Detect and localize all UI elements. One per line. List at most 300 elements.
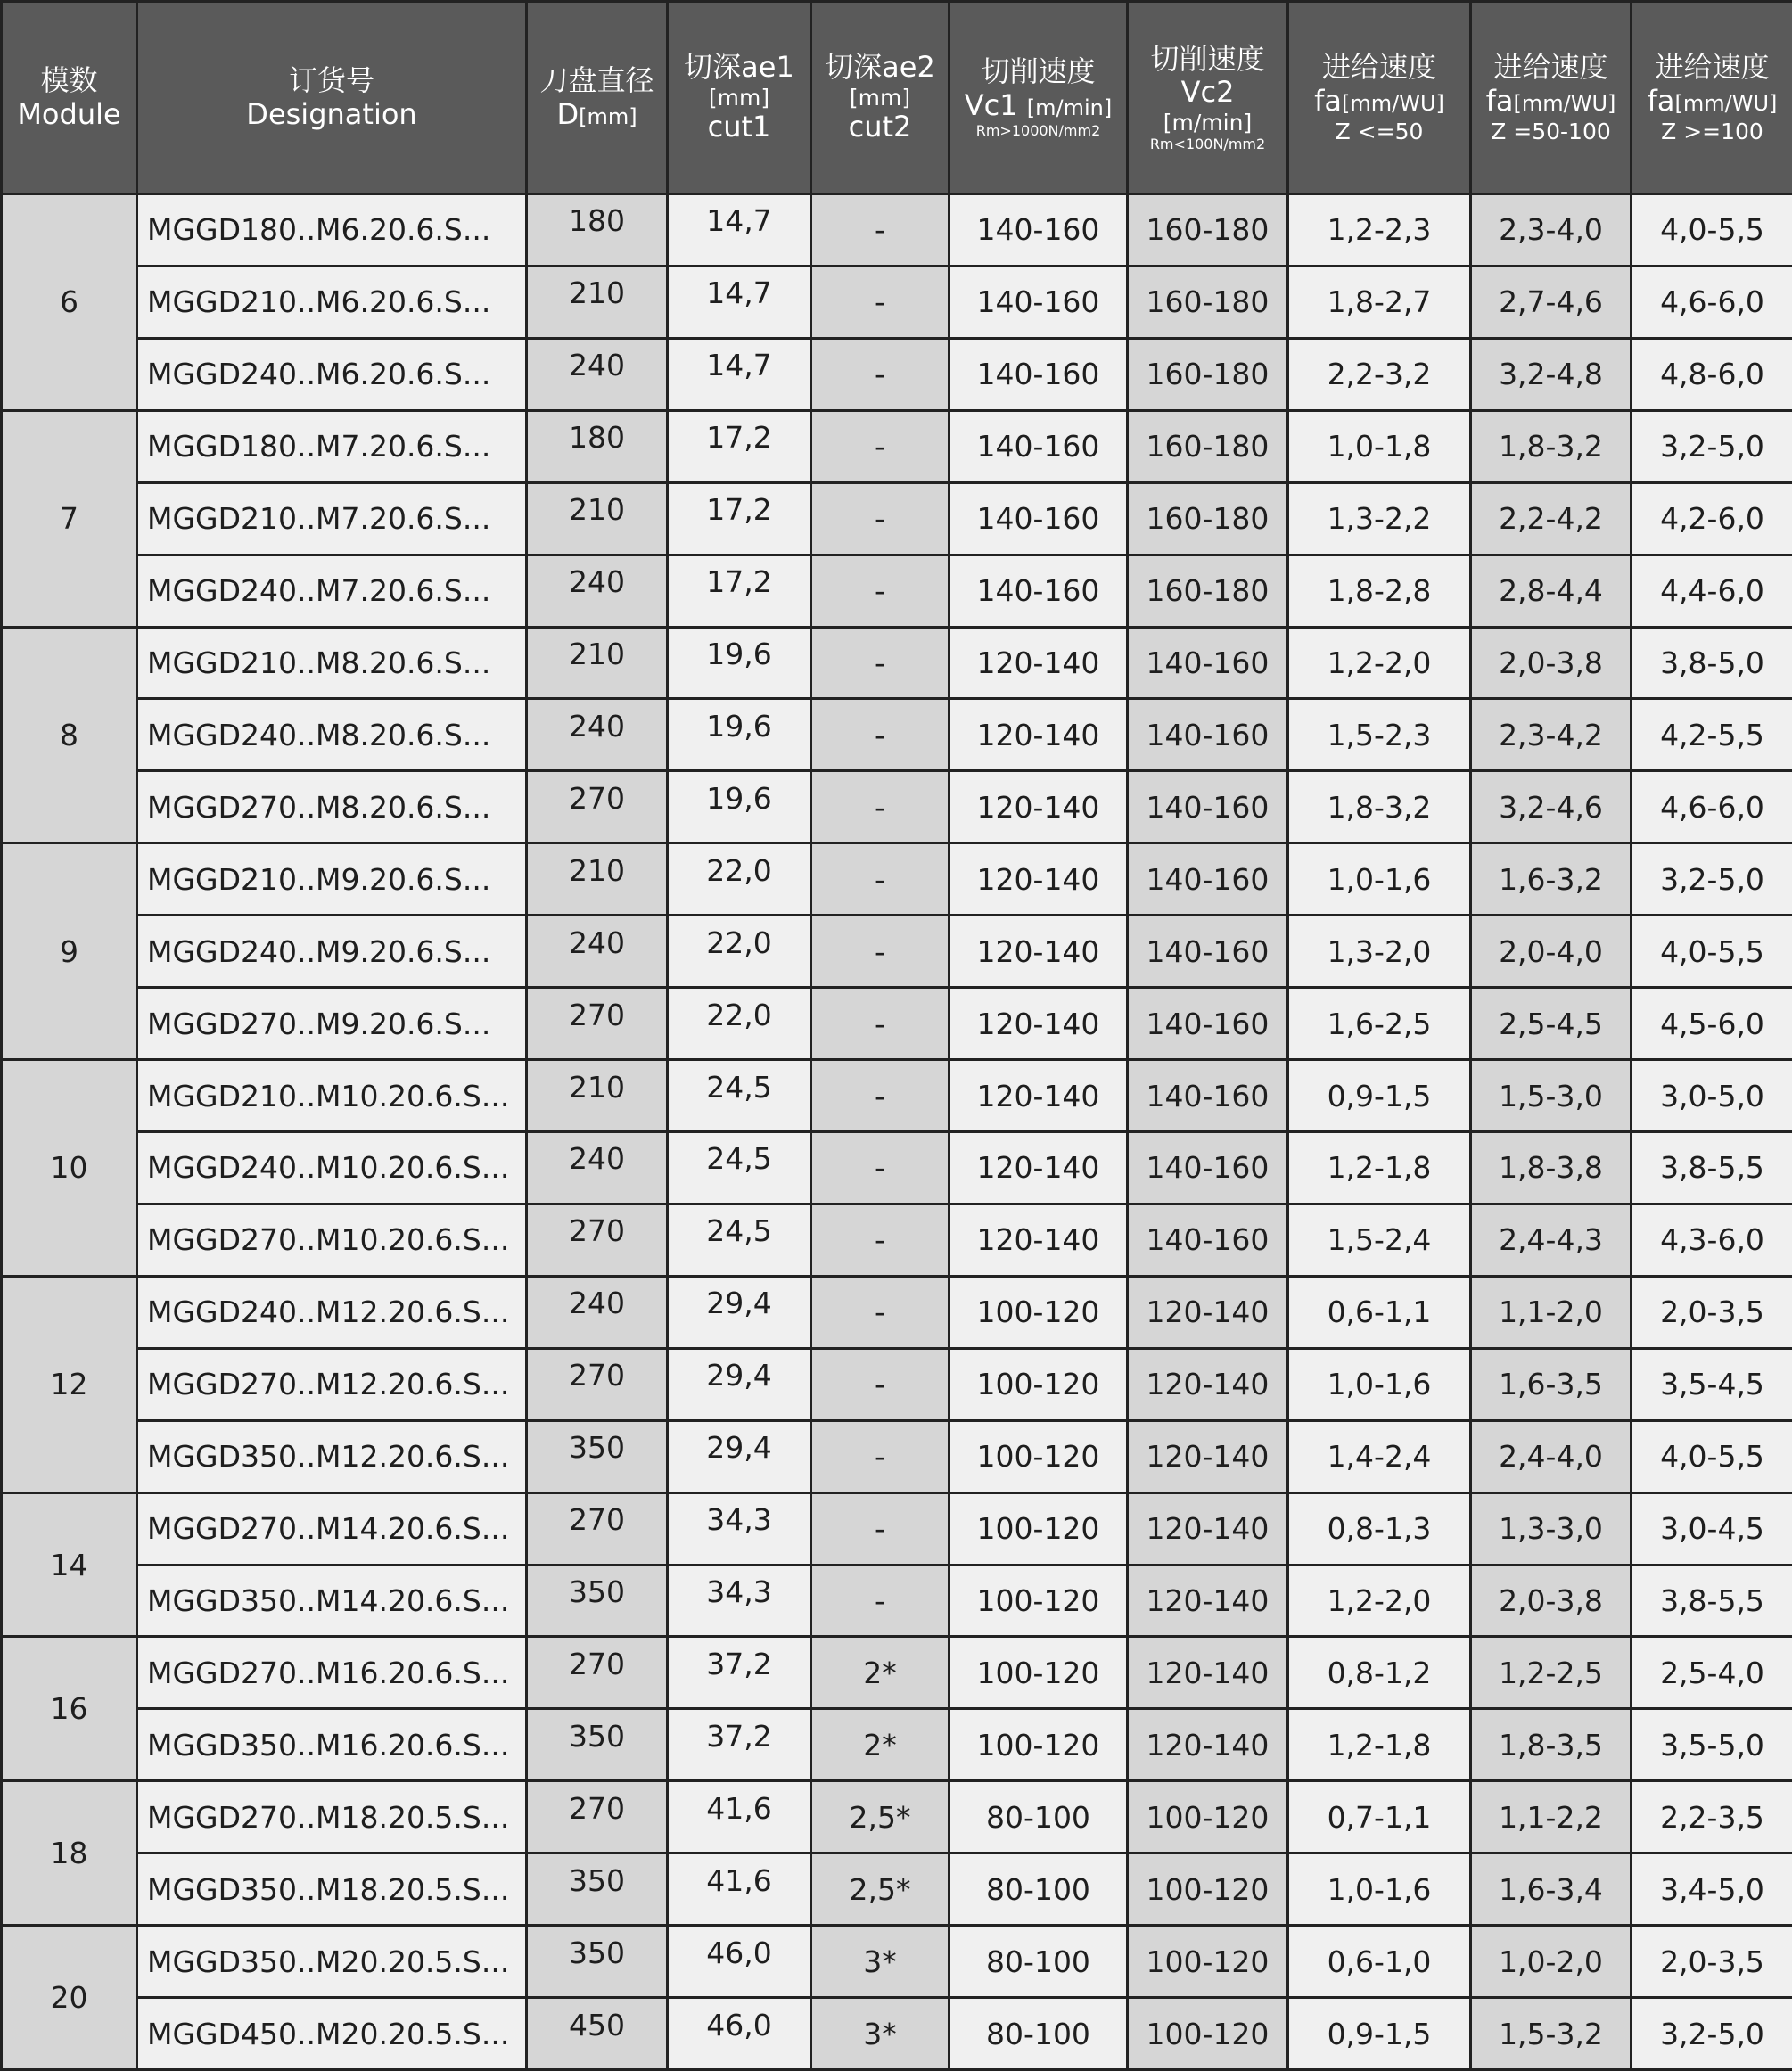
vc2-cell [1128, 843, 1288, 916]
designation-cell-value: MGGD270..M14.20.6.S... [147, 1511, 510, 1547]
designation-cell [137, 1853, 527, 1926]
fa3-cell-value: 4,0-5,5 [1660, 933, 1764, 969]
fa2-cell [1471, 627, 1632, 699]
designation-cell-value: MGGD240..M10.20.6.S... [147, 1150, 510, 1186]
fa2-cell [1471, 1492, 1632, 1565]
ae1-cell [668, 1060, 811, 1132]
fa3-cell-value: 2,0-3,5 [1660, 1944, 1764, 1979]
header-ae2-unit: [mm] [849, 84, 911, 111]
fa1-cell-value: 1,2-2,0 [1327, 1582, 1432, 1618]
header-ae1-en: cut1 [707, 110, 771, 144]
fa3-cell [1632, 1060, 1792, 1132]
vc1-cell-value: 100-120 [976, 1439, 1100, 1475]
fa1-cell [1288, 482, 1471, 555]
ae2-cell-value: - [875, 501, 885, 537]
vc2-cell [1128, 1781, 1288, 1853]
fa2-cell-value: 1,1-2,0 [1499, 1294, 1603, 1330]
vc1-cell-value: 120-140 [976, 1078, 1100, 1114]
diameter-cell [527, 482, 668, 555]
ae1-cell [668, 1853, 811, 1926]
vc2-cell [1128, 1565, 1288, 1637]
ae1-cell [668, 1926, 811, 1998]
fa3-cell [1632, 194, 1792, 267]
diameter-cell [527, 1709, 668, 1781]
vc2-cell [1128, 916, 1288, 988]
designation-cell [137, 338, 527, 410]
diameter-cell-value: 240 [569, 1141, 625, 1177]
ae1-cell-value: 37,2 [706, 1718, 772, 1754]
vc2-cell [1128, 771, 1288, 843]
designation-cell-value: MGGD210..M9.20.6.S... [147, 861, 491, 897]
fa3-cell [1632, 988, 1792, 1060]
fa3-cell-value: 4,5-6,0 [1660, 1006, 1764, 1041]
header-diameter-cn: 刀盘直径 [539, 62, 654, 97]
table-row [2, 1348, 1792, 1420]
fa1-cell-value: 2,2-3,2 [1327, 357, 1432, 392]
fa1-cell-value: 1,0-1,8 [1327, 429, 1432, 464]
vc2-cell-value: 140-160 [1146, 645, 1270, 680]
fa3-cell-value: 3,0-4,5 [1660, 1511, 1764, 1547]
fa3-cell [1632, 555, 1792, 627]
fa3-cell-value: 3,8-5,0 [1660, 645, 1764, 680]
vc1-cell-value: 140-160 [976, 429, 1100, 464]
fa1-cell-value: 1,8-2,7 [1327, 284, 1432, 320]
vc2-cell [1128, 1926, 1288, 1998]
fa3-cell [1632, 1492, 1792, 1565]
diameter-cell [527, 1926, 668, 1998]
fa2-cell [1471, 699, 1632, 771]
vc1-cell [949, 1637, 1128, 1709]
table-row [2, 1276, 1792, 1348]
fa2-cell-value: 1,1-2,2 [1499, 1799, 1603, 1835]
fa3-cell [1632, 1565, 1792, 1637]
fa2-cell-value: 2,0-4,0 [1499, 933, 1603, 969]
ae2-cell [811, 916, 949, 988]
fa2-cell [1471, 1348, 1632, 1420]
table-row [2, 1781, 1792, 1853]
fa3-cell-value: 4,6-6,0 [1660, 789, 1764, 825]
fa3-cell-value: 4,4-6,0 [1660, 573, 1764, 609]
vc2-cell [1128, 988, 1288, 1060]
header-diameter-en: D [556, 96, 580, 131]
ae1-cell [668, 627, 811, 699]
vc2-cell [1128, 266, 1288, 338]
ae1-cell [668, 1998, 811, 2070]
fa1-cell [1288, 1131, 1471, 1204]
ae1-cell-value: 29,4 [706, 1286, 772, 1321]
header-diameter-unit: [mm] [579, 103, 637, 129]
designation-cell-value: MGGD240..M8.20.6.S... [147, 717, 491, 752]
ae1-cell [668, 1276, 811, 1348]
fa2-cell-value: 2,2-4,2 [1499, 501, 1603, 537]
fa1-cell-value: 0,9-1,5 [1327, 1078, 1432, 1114]
fa1-cell-value: 1,0-1,6 [1327, 1367, 1432, 1402]
designation-cell [137, 1565, 527, 1637]
fa2-cell-value: 1,5-3,2 [1499, 2016, 1603, 2051]
ae2-cell-value: 2,5* [849, 1871, 911, 1907]
designation-cell [137, 266, 527, 338]
ae2-cell-value: - [875, 1078, 885, 1114]
ae1-cell [668, 194, 811, 267]
ae1-cell [668, 1492, 811, 1565]
designation-cell-value: MGGD210..M10.20.6.S... [147, 1078, 510, 1114]
vc1-cell [949, 1420, 1128, 1492]
fa1-cell-value: 1,2-1,8 [1327, 1727, 1432, 1763]
ae1-cell-value: 41,6 [706, 1862, 772, 1898]
ae2-cell [811, 1853, 949, 1926]
diameter-cell [527, 194, 668, 267]
vc2-cell [1128, 1637, 1288, 1709]
diameter-cell-value: 210 [569, 275, 625, 311]
fa2-cell-value: 1,8-3,2 [1499, 429, 1603, 464]
vc1-cell-value: 80-100 [986, 2016, 1090, 2051]
ae1-cell [668, 1420, 811, 1492]
vc2-cell [1128, 194, 1288, 267]
fa2-cell [1471, 1565, 1632, 1637]
fa1-cell-value: 0,8-1,2 [1327, 1655, 1432, 1690]
designation-cell [137, 1637, 527, 1709]
fa1-cell-value: 0,6-1,1 [1327, 1294, 1432, 1330]
fa2-cell-value: 1,0-2,0 [1499, 1944, 1603, 1979]
diameter-cell-value: 270 [569, 1646, 625, 1681]
designation-cell-value: MGGD210..M8.20.6.S... [147, 645, 491, 680]
header-vc2 [1128, 2, 1288, 194]
fa3-cell-value: 4,0-5,5 [1660, 1439, 1764, 1475]
diameter-cell [527, 916, 668, 988]
diameter-cell-value: 240 [569, 708, 625, 744]
vc2-cell [1128, 627, 1288, 699]
table-row [2, 1492, 1792, 1565]
vc1-cell [949, 627, 1128, 699]
module-cell: 18 [2, 1781, 137, 1926]
fa2-cell [1471, 338, 1632, 410]
designation-cell-value: MGGD240..M9.20.6.S... [147, 933, 491, 969]
vc2-cell-value: 120-140 [1146, 1582, 1270, 1618]
header-vc1-unit: [m/min] [1026, 95, 1113, 121]
header-vc1-cn: 切削速度 [981, 54, 1096, 89]
fa1-cell [1288, 1420, 1471, 1492]
fa2-cell-value: 1,6-3,5 [1499, 1367, 1603, 1402]
fa3-cell-value: 4,6-6,0 [1660, 284, 1764, 320]
ae1-cell-value: 46,0 [706, 1935, 772, 1970]
fa2-cell-value: 2,3-4,2 [1499, 717, 1603, 752]
vc1-cell [949, 699, 1128, 771]
fa1-cell [1288, 1204, 1471, 1276]
vc2-cell-value: 120-140 [1146, 1655, 1270, 1690]
header-vc2-cn: 切削速度 [1150, 41, 1265, 76]
vc2-cell-value: 120-140 [1146, 1439, 1270, 1475]
fa1-cell-value: 0,6-1,0 [1327, 1944, 1432, 1979]
table-row [2, 482, 1792, 555]
header-fa3-en: fa [1647, 83, 1675, 118]
ae2-cell [811, 1781, 949, 1853]
vc1-cell-value: 100-120 [976, 1511, 1100, 1547]
table-row [2, 1060, 1792, 1132]
ae2-cell-value: - [875, 357, 885, 392]
ae2-cell [811, 1204, 949, 1276]
fa3-cell-value: 4,2-5,5 [1660, 717, 1764, 752]
ae1-cell [668, 410, 811, 482]
fa1-cell-value: 0,9-1,5 [1327, 2016, 1432, 2051]
vc2-cell [1128, 1204, 1288, 1276]
designation-cell [137, 1492, 527, 1565]
designation-cell-value: MGGD350..M18.20.5.S... [147, 1871, 510, 1907]
vc1-cell [949, 988, 1128, 1060]
ae1-cell [668, 699, 811, 771]
fa1-cell [1288, 1998, 1471, 2070]
diameter-cell-value: 240 [569, 348, 625, 383]
fa2-cell [1471, 1420, 1632, 1492]
vc1-cell-value: 140-160 [976, 501, 1100, 537]
ae2-cell-value: - [875, 717, 885, 752]
table-row [2, 1709, 1792, 1781]
ae1-cell [668, 1131, 811, 1204]
module-cell: 7 [2, 410, 137, 627]
module-cell: 16 [2, 1637, 137, 1781]
fa2-cell-value: 2,8-4,4 [1499, 573, 1603, 609]
ae2-cell [811, 1492, 949, 1565]
table-row [2, 1420, 1792, 1492]
fa1-cell-value: 1,0-1,6 [1327, 861, 1432, 897]
fa1-cell-value: 1,5-2,4 [1327, 1222, 1432, 1258]
vc2-cell [1128, 1348, 1288, 1420]
header-designation-cn: 订货号 [288, 62, 374, 97]
ae2-cell [811, 1420, 949, 1492]
diameter-cell [527, 988, 668, 1060]
ae2-cell-value: - [875, 789, 885, 825]
diameter-cell-value: 270 [569, 1358, 625, 1393]
fa2-cell-value: 2,4-4,0 [1499, 1439, 1603, 1475]
ae1-cell [668, 843, 811, 916]
fa2-cell-value: 2,0-3,8 [1499, 1582, 1603, 1618]
fa1-cell [1288, 338, 1471, 410]
header-diameter [527, 2, 668, 194]
designation-cell [137, 771, 527, 843]
vc2-cell [1128, 1276, 1288, 1348]
vc2-cell-value: 160-180 [1146, 357, 1270, 392]
vc2-cell-value: 160-180 [1146, 284, 1270, 320]
fa3-cell [1632, 410, 1792, 482]
fa2-cell [1471, 1926, 1632, 1998]
designation-cell-value: MGGD210..M6.20.6.S... [147, 284, 491, 320]
ae2-cell-value: - [875, 861, 885, 897]
fa1-cell [1288, 1853, 1471, 1926]
fa3-cell [1632, 1998, 1792, 2070]
ae2-cell-value: - [875, 1150, 885, 1186]
fa1-cell-value: 1,2-1,8 [1327, 1150, 1432, 1186]
vc1-cell-value: 100-120 [976, 1655, 1100, 1690]
ae1-cell-value: 19,6 [706, 780, 772, 816]
fa1-cell-value: 1,0-1,6 [1327, 1871, 1432, 1907]
vc1-cell [949, 1131, 1128, 1204]
diameter-cell-value: 350 [569, 1430, 625, 1466]
table-row [2, 1565, 1792, 1637]
vc1-cell-value: 80-100 [986, 1944, 1090, 1979]
vc1-cell [949, 1060, 1128, 1132]
header-fa1-cn: 进给速度 [1321, 50, 1436, 84]
fa1-cell [1288, 194, 1471, 267]
vc2-cell-value: 160-180 [1146, 212, 1270, 248]
vc1-cell [949, 843, 1128, 916]
table-row [2, 1998, 1792, 2070]
fa2-cell-value: 3,2-4,8 [1499, 357, 1603, 392]
designation-cell-value: MGGD270..M10.20.6.S... [147, 1222, 510, 1258]
ae2-cell [811, 1565, 949, 1637]
fa3-cell-value: 2,2-3,5 [1660, 1799, 1764, 1835]
diameter-cell-value: 270 [569, 1502, 625, 1538]
header-vc2-note: Rm<100N/mm2 [1149, 135, 1266, 152]
vc2-cell-value: 160-180 [1146, 429, 1270, 464]
ae1-cell-value: 41,6 [706, 1790, 772, 1826]
ae1-cell-value: 14,7 [706, 203, 772, 239]
vc1-cell [949, 1709, 1128, 1781]
designation-cell-value: MGGD270..M9.20.6.S... [147, 1006, 491, 1041]
vc1-cell-value: 140-160 [976, 212, 1100, 248]
vc2-cell-value: 100-120 [1146, 1799, 1270, 1835]
header-fa2-en: fa [1485, 83, 1514, 118]
ae1-cell-value: 29,4 [706, 1430, 772, 1466]
fa1-cell-value: 1,6-2,5 [1327, 1006, 1432, 1041]
header-fa1-unit: [mm/WU] [1342, 90, 1444, 116]
table-row [2, 916, 1792, 988]
vc1-cell [949, 266, 1128, 338]
header-ae1 [668, 2, 811, 194]
vc1-cell [949, 1348, 1128, 1420]
designation-cell-value: MGGD210..M7.20.6.S... [147, 501, 491, 537]
diameter-cell-value: 210 [569, 636, 625, 671]
ae2-cell-value: - [875, 1582, 885, 1618]
fa2-cell [1471, 1131, 1632, 1204]
fa2-cell [1471, 555, 1632, 627]
header-vc1 [949, 2, 1128, 194]
vc2-cell-value: 100-120 [1146, 2016, 1270, 2051]
table-row [2, 988, 1792, 1060]
vc1-cell-value: 140-160 [976, 357, 1100, 392]
ae1-cell [668, 771, 811, 843]
vc2-cell-value: 140-160 [1146, 1222, 1270, 1258]
fa3-cell [1632, 627, 1792, 699]
designation-cell [137, 482, 527, 555]
ae1-cell-value: 24,5 [706, 1213, 772, 1249]
designation-cell-value: MGGD350..M12.20.6.S... [147, 1439, 510, 1475]
header-vc1-note: Rm>1000N/mm2 [975, 121, 1101, 139]
designation-cell [137, 1998, 527, 2070]
fa2-cell [1471, 194, 1632, 267]
ae2-cell-value: - [875, 212, 885, 248]
fa3-cell [1632, 1853, 1792, 1926]
designation-cell-value: MGGD270..M16.20.6.S... [147, 1655, 510, 1690]
vc1-cell [949, 482, 1128, 555]
header-fa3-z: Z >=100 [1661, 118, 1763, 144]
fa3-cell-value: 4,3-6,0 [1660, 1222, 1764, 1258]
vc2-cell-value: 140-160 [1146, 1078, 1270, 1114]
fa1-cell [1288, 627, 1471, 699]
header-fa1-en: fa [1314, 83, 1342, 118]
fa2-cell-value: 1,3-3,0 [1499, 1511, 1603, 1547]
ae1-cell-value: 19,6 [706, 708, 772, 744]
fa2-cell-value: 2,3-4,0 [1499, 212, 1603, 248]
diameter-cell [527, 410, 668, 482]
vc1-cell [949, 916, 1128, 988]
ae1-cell-value: 24,5 [706, 1069, 772, 1105]
fa2-cell-value: 2,4-4,3 [1499, 1222, 1603, 1258]
vc1-cell-value: 120-140 [976, 1150, 1100, 1186]
ae2-cell-value: 2* [863, 1727, 897, 1763]
fa3-cell [1632, 1348, 1792, 1420]
module-cell: 10 [2, 1060, 137, 1277]
fa2-cell [1471, 1204, 1632, 1276]
fa3-cell [1632, 338, 1792, 410]
vc2-cell-value: 120-140 [1146, 1294, 1270, 1330]
fa3-cell [1632, 266, 1792, 338]
fa3-cell [1632, 1709, 1792, 1781]
designation-cell-value: MGGD270..M8.20.6.S... [147, 789, 491, 825]
diameter-cell [527, 843, 668, 916]
fa2-cell [1471, 1709, 1632, 1781]
header-fa2 [1471, 2, 1632, 194]
vc1-cell [949, 1565, 1128, 1637]
ae1-cell-value: 34,3 [706, 1502, 772, 1538]
vc2-cell [1128, 1853, 1288, 1926]
fa3-cell-value: 3,8-5,5 [1660, 1150, 1764, 1186]
designation-cell [137, 410, 527, 482]
vc1-cell-value: 120-140 [976, 1006, 1100, 1041]
module-cell: 14 [2, 1492, 137, 1637]
ae1-cell-value: 37,2 [706, 1646, 772, 1681]
fa3-cell-value: 3,5-5,0 [1660, 1727, 1764, 1763]
fa1-cell [1288, 1276, 1471, 1348]
diameter-cell [527, 1131, 668, 1204]
fa3-cell [1632, 1420, 1792, 1492]
fa2-cell-value: 1,6-3,2 [1499, 861, 1603, 897]
diameter-cell [527, 1781, 668, 1853]
vc1-cell [949, 1781, 1128, 1853]
ae1-cell-value: 34,3 [706, 1574, 772, 1609]
vc1-cell-value: 120-140 [976, 1222, 1100, 1258]
fa2-cell [1471, 1637, 1632, 1709]
ae2-cell [811, 1637, 949, 1709]
diameter-cell-value: 270 [569, 997, 625, 1032]
fa2-cell [1471, 1060, 1632, 1132]
vc1-cell [949, 1998, 1128, 2070]
fa2-cell [1471, 266, 1632, 338]
ae1-cell-value: 46,0 [706, 2007, 772, 2042]
fa1-cell-value: 1,3-2,2 [1327, 501, 1432, 537]
designation-cell [137, 916, 527, 988]
header-fa2-unit: [mm/WU] [1513, 90, 1616, 116]
vc1-cell-value: 140-160 [976, 573, 1100, 609]
vc1-cell [949, 1204, 1128, 1276]
designation-cell-value: MGGD240..M7.20.6.S... [147, 573, 491, 609]
vc1-cell-value: 120-140 [976, 933, 1100, 969]
fa3-cell-value: 2,0-3,5 [1660, 1294, 1764, 1330]
header-module [2, 2, 137, 194]
fa3-cell-value: 3,4-5,0 [1660, 1871, 1764, 1907]
fa2-cell-value: 2,0-3,8 [1499, 645, 1603, 680]
diameter-cell-value: 270 [569, 1790, 625, 1826]
designation-cell-value: MGGD350..M20.20.5.S... [147, 1944, 510, 1979]
designation-cell [137, 555, 527, 627]
fa1-cell [1288, 916, 1471, 988]
ae2-cell [811, 627, 949, 699]
fa3-cell-value: 2,5-4,0 [1660, 1655, 1764, 1690]
ae2-cell [811, 1276, 949, 1348]
table-row [2, 1926, 1792, 1998]
header-module-en: Module [17, 96, 121, 131]
ae2-cell-value: 2,5* [849, 1799, 911, 1835]
vc2-cell-value: 160-180 [1146, 501, 1270, 537]
fa2-cell [1471, 1276, 1632, 1348]
